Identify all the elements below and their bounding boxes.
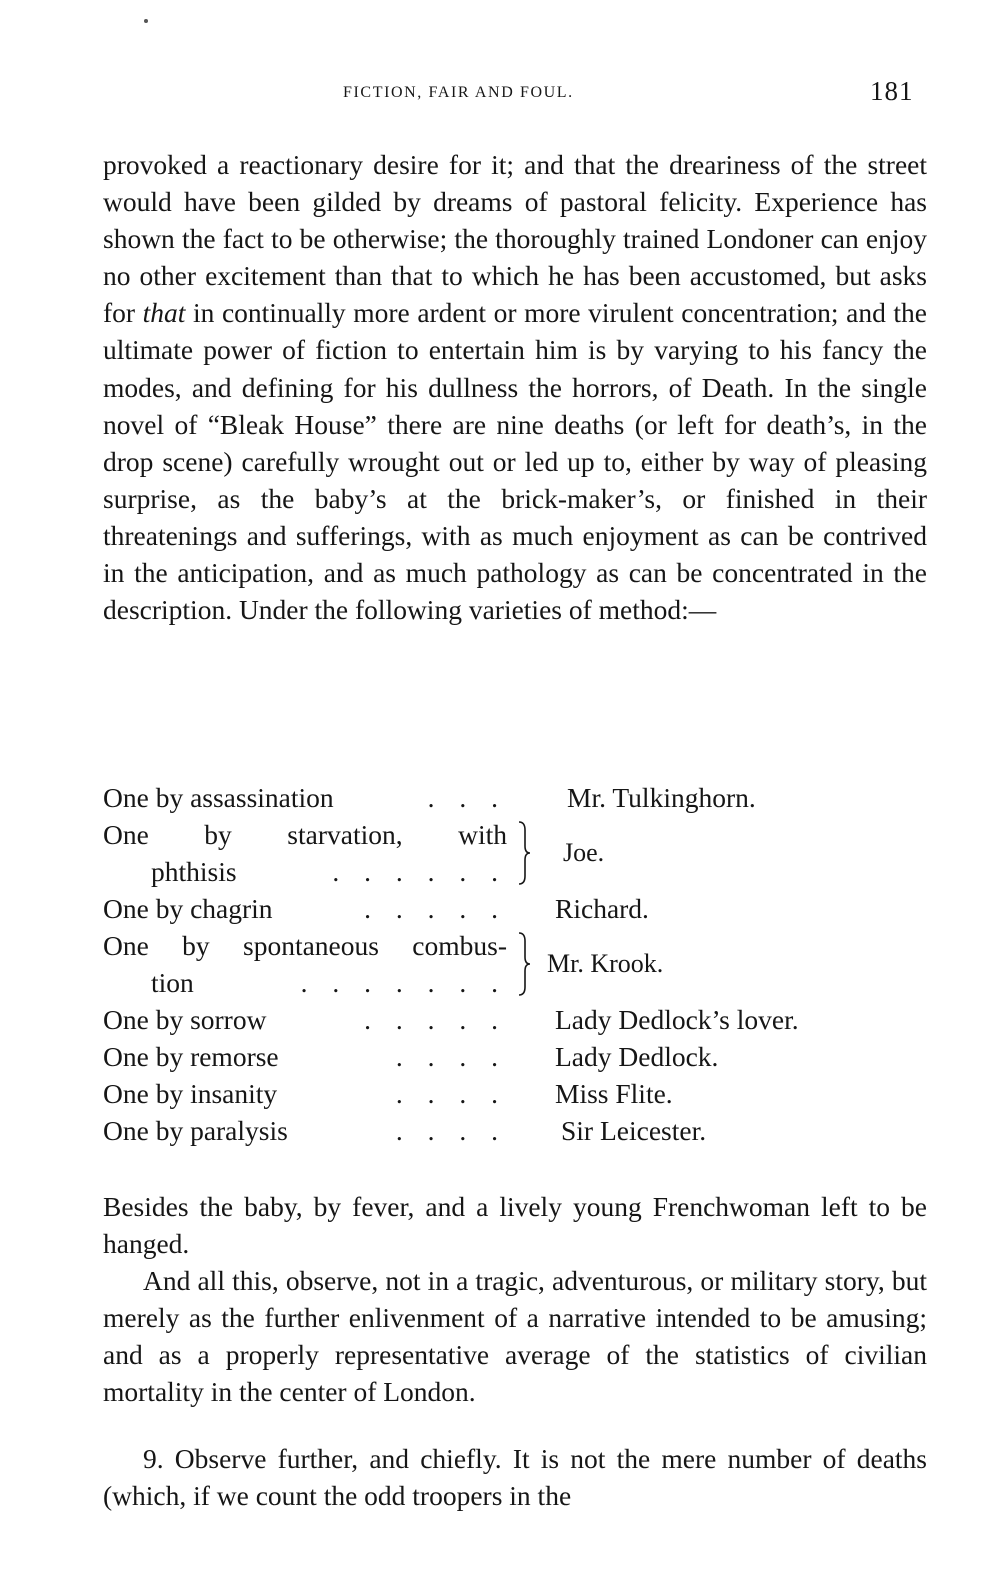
death-row — [103, 1001, 927, 1038]
running-title: FICTION, FAIR AND FOUL. — [343, 84, 574, 101]
leader-dots: . . . . — [395, 1078, 507, 1109]
death-victim: Mr. Tulkinghorn. — [567, 782, 756, 813]
leader-dots: . . . . . . . — [300, 967, 507, 998]
paragraph-intro — [103, 146, 927, 628]
death-row — [103, 1112, 927, 1149]
death-cause: One by sorrow — [103, 1004, 267, 1035]
ink-speck — [144, 19, 148, 23]
paragraph-text: And all this, observe, not in a tragic, adventurous, or military story, but merely as the further enlivenment of a narrative intended to be amusing; and as a properly representative average of the statistics of civilian mortality in the center of London. — [103, 1265, 927, 1408]
paragraph-besides — [103, 1188, 927, 1262]
leader-dots: . . . . . — [364, 893, 507, 924]
death-cause: One by starvation, with — [103, 819, 507, 850]
paragraph-section-9 — [103, 1440, 927, 1514]
death-row — [103, 890, 927, 927]
death-cause: One by paralysis — [103, 1115, 288, 1146]
death-row — [103, 927, 927, 1001]
death-cause: One by chagrin — [103, 893, 273, 924]
page-header — [0, 74, 1000, 114]
death-victim: Lady Dedlock. — [555, 1041, 719, 1072]
paragraph-observe — [103, 1262, 927, 1410]
death-cause: One by insanity — [103, 1078, 278, 1109]
paragraph-text: provoked a reactionary desire for it; and that the dreariness of the street would have been gilded by dreams of pastoral felicity. Experience has shown the fact to be otherwise; the thoroughly trained Londoner can enjoy no other excitement than that to which he has been accustomed, but asks for — [103, 149, 927, 329]
leader-dots: . . . . — [395, 1041, 507, 1072]
page-number: 181 — [870, 76, 914, 106]
death-victim: Sir Leicester. — [561, 1115, 707, 1146]
leader-dots: . . . . . — [364, 1004, 507, 1035]
death-cause: One by spontaneous combus- — [103, 930, 507, 961]
death-cause: One by remorse — [103, 1041, 279, 1072]
death-row — [103, 1075, 927, 1112]
death-victim: Lady Dedlock’s lover. — [555, 1004, 799, 1035]
leader-dots: . . . . . . — [332, 856, 507, 887]
leader-dots: . . . . — [395, 1115, 507, 1146]
death-row — [103, 779, 927, 816]
right-brace — [517, 931, 531, 997]
death-row — [103, 1038, 927, 1075]
leader-dots: . . . — [427, 782, 507, 813]
death-victim: Miss Flite. — [555, 1078, 673, 1109]
death-victim: Richard. — [555, 893, 649, 924]
death-cause-continuation: tion — [151, 967, 194, 998]
paragraph-text: Besides the baby, by fever, and a lively young Frenchwoman left to be hanged. — [103, 1191, 927, 1260]
right-brace — [517, 820, 531, 886]
italic-word: that — [142, 297, 186, 329]
death-row — [103, 816, 927, 890]
death-victim: Mr. Krook. — [547, 949, 664, 978]
paragraph-text: in continually more ardent or more virulent concentration; and the ultimate power of fiction to entertain him is by varying to his fancy the modes, and defining for his dullness the horrors, of Death. In the single novel of “Bleak House” there are nine deaths (or left for death’s, in the drop scene) carefully wrought out or led up to, either by way of pleasing surprise, as the baby’s at the brick-maker’s, or finished in their threatenings and sufferings, with as much enjoyment as can be contrived in the anticipation, and as much pathology as can be concentrated in the description. Under the following varieties of method:— — [103, 297, 927, 626]
death-cause-continuation: phthisis — [151, 856, 237, 887]
death-cause: One by assassination — [103, 782, 334, 813]
deaths-list — [103, 779, 927, 1149]
paragraph-text: 9. Observe further, and chiefly. It is not the mere number of deaths (which, if we count the odd troopers in the — [103, 1443, 927, 1512]
death-victim: Joe. — [563, 838, 605, 867]
